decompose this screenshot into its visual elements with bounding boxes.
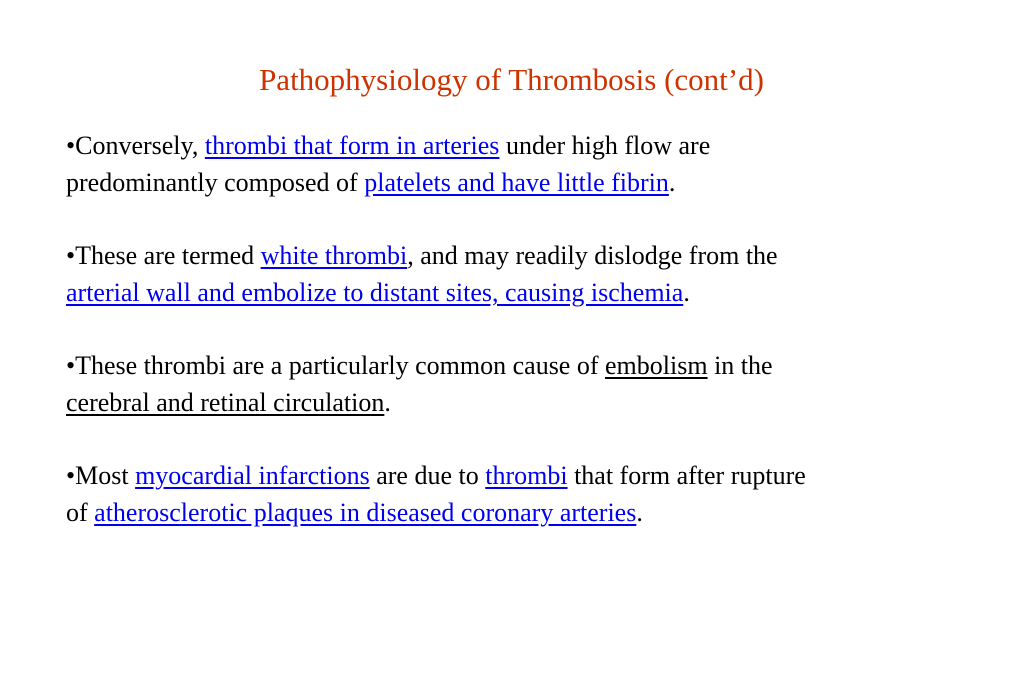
text-span: in the: [707, 351, 773, 380]
link-platelets-fibrin[interactable]: platelets and have little fibrin: [364, 168, 669, 197]
bullet-paragraph-2: [66, 237, 966, 311]
text-span: •Conversely,: [66, 131, 205, 160]
slide-body: [66, 127, 966, 567]
text-span: •Most: [66, 461, 136, 490]
link-atherosclerotic-plaques[interactable]: atherosclerotic plaques in diseased coronary arteries: [94, 498, 637, 527]
text-span: •These are termed: [66, 241, 261, 270]
text-span: •These thrombi are a particularly common cause of: [66, 351, 606, 380]
underlined-term-cerebral-retinal: cerebral and retinal circulation: [66, 388, 385, 417]
link-myocardial-infarctions[interactable]: myocardial infarctions: [135, 461, 370, 490]
text-span: that form after rupture: [567, 461, 806, 490]
link-white-thrombi[interactable]: white thrombi: [260, 241, 408, 270]
bullet-paragraph-3: [66, 347, 966, 421]
text-span: .: [668, 168, 676, 197]
link-arterial-wall-embolize[interactable]: arterial wall and embolize to distant sites, causing ischemia: [66, 278, 684, 307]
bullet-paragraph-1: [66, 127, 966, 201]
bullet-paragraph-4: [66, 457, 966, 531]
underlined-term-embolism: embolism: [605, 351, 708, 380]
text-span: .: [683, 278, 690, 307]
link-thrombi-arteries[interactable]: thrombi that form in arteries: [204, 131, 500, 160]
text-span: of: [66, 498, 95, 527]
text-span: predominantly composed of: [66, 168, 365, 197]
text-span: under high flow are: [499, 131, 711, 160]
text-span: .: [384, 388, 391, 417]
text-span: , and may readily dislodge from the: [407, 241, 778, 270]
slide-title: Pathophysiology of Thrombosis (cont’d): [259, 62, 764, 97]
link-thrombi[interactable]: thrombi: [485, 461, 568, 490]
text-span: are due to: [369, 461, 486, 490]
text-span: .: [636, 498, 643, 527]
